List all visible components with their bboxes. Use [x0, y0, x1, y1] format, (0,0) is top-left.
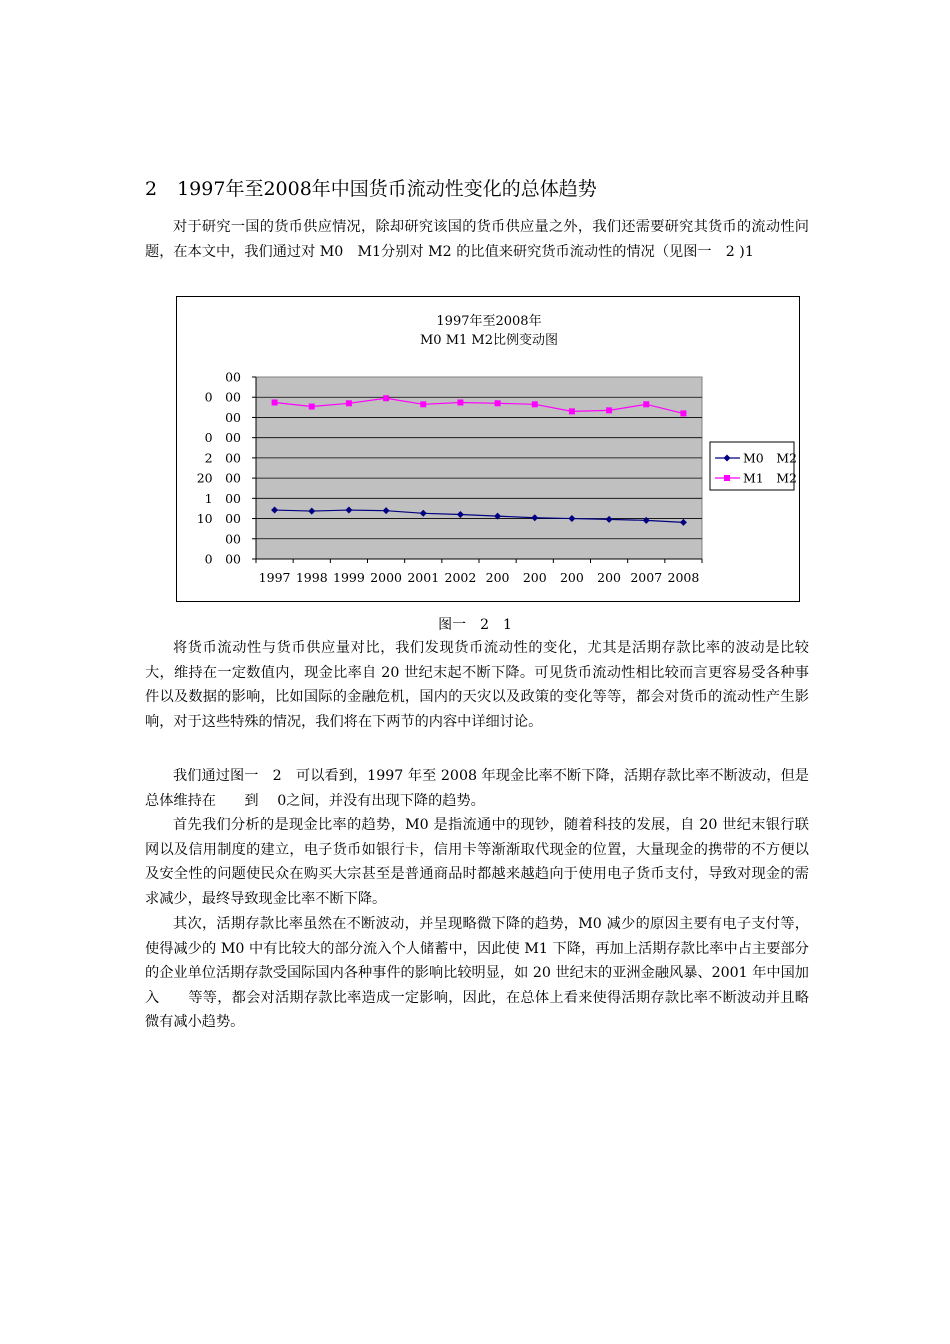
y-tick-label: 0 00	[204, 551, 241, 567]
x-tick-label: 2000	[370, 570, 402, 585]
x-tick-label: 2008	[667, 570, 700, 585]
data-point-m1	[420, 401, 426, 407]
x-tick-label: 2007	[630, 570, 663, 585]
data-point-m1	[569, 408, 575, 414]
legend-label: M1 M2	[743, 470, 798, 486]
legend-marker	[724, 475, 730, 481]
chart-subtitle: M0 M1 M2比例变动图	[419, 333, 559, 348]
paragraph-comparison: 将货币流动性与货币供应量对比，我们发现货币流动性的变化，尤其是活期存款比率的波动是比较大，维持在一定数值内，现金比率自 20 世纪末起不断下降。可见货币流动性相比较而言更容易受各种事件以及数据的影响，比如国际的金融危机，国内的天灾以及政策的变化等等，都会对货币的流动性产生影响，对于这些特殊的情况，我们将在下两节的内容中详细讨论。	[145, 640, 809, 730]
y-tick-label: 10 00	[196, 511, 241, 527]
plot-area	[256, 377, 702, 559]
data-point-m1	[309, 404, 315, 410]
data-point-m1	[346, 400, 352, 406]
y-tick-label: 1 00	[204, 490, 241, 506]
figure-caption: 图一 2 1	[438, 617, 512, 633]
y-tick-label: 20 00	[196, 470, 241, 486]
y-tick-label: 00	[225, 531, 241, 547]
y-tick-label: 2 00	[204, 450, 241, 466]
data-point-m1	[680, 410, 686, 416]
data-point-m1	[272, 399, 278, 405]
y-tick-label: 0 00	[204, 430, 241, 446]
x-tick-label: 1999	[333, 570, 365, 585]
data-point-m1	[643, 401, 649, 407]
data-point-m1	[606, 407, 612, 413]
data-point-m1	[383, 395, 389, 401]
data-point-m1	[457, 399, 463, 405]
section-title: 1997年至2008年中国货币流动性变化的总体趋势	[177, 178, 597, 200]
x-tick-label: 2002	[444, 570, 477, 585]
x-tick-label: 2001	[407, 570, 440, 585]
x-tick-label: 200	[485, 570, 510, 585]
x-tick-label: 1998	[295, 570, 328, 585]
legend-label: M0 M2	[743, 450, 798, 466]
chart-title: 1997年至2008年	[436, 314, 542, 329]
intro-paragraph: 对于研究一国的货币供应情况，除却研究该国的货币供应量之外，我们还需要研究其货币的流动性问题，在本文中，我们通过对 M0 M1分别对 M2 的比值来研究货币流动性的情况（见图一 2 )1	[145, 219, 809, 260]
x-tick-label: 200	[559, 570, 584, 585]
paragraph-cash-ratio: 首先我们分析的是现金比率的趋势，M0 是指流通中的现钞，随着科技的发展，自 20 世纪末银行联网以及信用制度的建立，电子货币如银行卡，信用卡等渐渐取代现金的位置，大量现金的携带的不方便以及安全性的问题使民众在购买大宗甚至是普通商品时都越来越趋向于使用电子货币支付，导致对现金的需求减少，最终导致现金比率不断下降。	[145, 817, 809, 907]
data-point-m1	[532, 401, 538, 407]
data-point-m1	[495, 400, 501, 406]
section-heading	[145, 174, 597, 201]
chart-figure	[176, 296, 800, 602]
section-number: 2	[145, 178, 158, 200]
y-tick-label: 0 00	[204, 389, 241, 405]
y-tick-label: 00	[225, 409, 241, 425]
line-chart	[176, 296, 800, 602]
y-tick-label: 00	[225, 369, 241, 385]
x-tick-label: 200	[597, 570, 622, 585]
x-tick-label: 1997	[258, 570, 291, 585]
paragraph-demand-deposit: 其次，活期存款比率虽然在不断波动，并呈现略微下降的趋势，M0 减少的原因主要有电子支付等，使得减少的 M0 中有比较大的部分流入个人储蓄中，因此使 M1 下降，再加上活期存款比率中占主要部分的企业单位活期存款受国际国内各种事件的影响比较明显，如 20 世纪末的亚洲金融风暴、2001 年中国加入 等等，都会对活期存款比率造成一定影响，因此，在总体上看来使得活期存款比率不断波动并且略微有减小趋势。	[145, 916, 809, 1031]
paragraph-trend: 我们通过图一 2 可以看到，1997 年至 2008 年现金比率不断下降，活期存款比率不断波动，但是总体维持在 到 0之间，并没有出现下降的趋势。	[145, 768, 809, 809]
x-tick-label: 200	[522, 570, 547, 585]
